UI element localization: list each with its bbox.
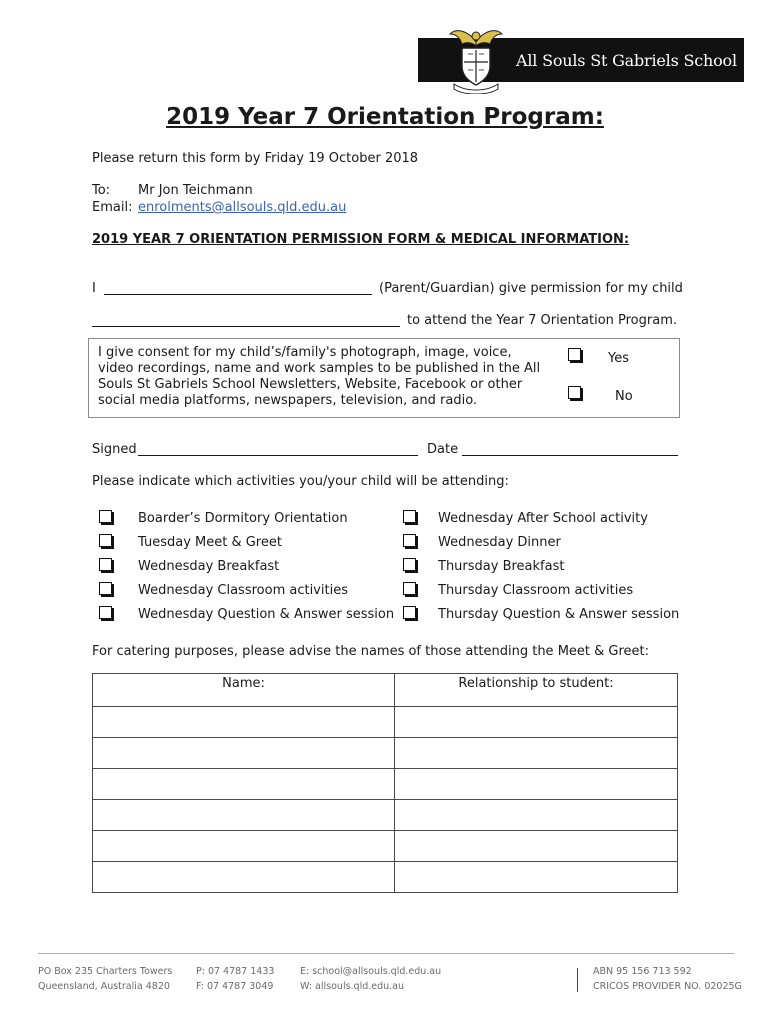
activity-label: Wednesday Classroom activities: [138, 583, 348, 598]
page-title: 2019 Year 7 Orientation Program:: [166, 104, 604, 130]
name-cell[interactable]: [93, 831, 395, 862]
activity-label: Wednesday Dinner: [438, 535, 561, 550]
name-cell[interactable]: [93, 738, 395, 769]
name-cell[interactable]: [93, 800, 395, 831]
activity-checkbox[interactable]: [403, 558, 416, 571]
activity-checkbox[interactable]: [403, 510, 416, 523]
footer-phone: P: 07 4787 1433: [196, 966, 275, 977]
email-link[interactable]: enrolments@allsouls.qld.edu.au: [138, 200, 347, 215]
parent-name-field[interactable]: [104, 294, 372, 295]
catering-prompt: For catering purposes, please advise the names of those attending the Meet & Greet:: [92, 644, 650, 659]
activity-label: Boarder’s Dormitory Orientation: [138, 511, 348, 526]
relationship-cell[interactable]: [395, 738, 678, 769]
table-row: [93, 707, 678, 738]
activity-checkbox[interactable]: [403, 606, 416, 619]
table-row: [93, 831, 678, 862]
footer-cricos: CRICOS PROVIDER NO. 02025G: [593, 981, 742, 992]
footer-web: W: allsouls.qld.edu.au: [300, 981, 405, 992]
column-header-relationship: Relationship to student:: [395, 674, 678, 707]
table-row: [93, 738, 678, 769]
school-name: All Souls St Gabriels School: [516, 51, 737, 70]
footer-email: E: school@allsouls.qld.edu.au: [300, 966, 442, 977]
signature-field[interactable]: [138, 455, 418, 456]
table-row: [93, 862, 678, 893]
signed-label: Signed: [92, 442, 137, 457]
consent-no-checkbox[interactable]: [568, 386, 581, 399]
date-field[interactable]: [462, 455, 678, 456]
section-heading: 2019 YEAR 7 ORIENTATION PERMISSION FORM & MEDICAL INFORMATION:: [92, 232, 630, 247]
relationship-cell[interactable]: [395, 862, 678, 893]
permission-line1-text: (Parent/Guardian) give permission for my child: [379, 281, 683, 296]
consent-text: I give consent for my child’s/family's photograph, image, voice, video recordings, name and work samples to be published in the All Souls St Gabriels School Newsletters, Website, Facebook or other social media platforms, newspapers, television, and radio.: [98, 345, 541, 408]
consent-yes-label: Yes: [608, 351, 629, 366]
column-header-name: Name:: [93, 674, 395, 707]
activity-label: Wednesday After School activity: [438, 511, 648, 526]
consent-no-label: No: [615, 389, 633, 404]
permission-line2-text: to attend the Year 7 Orientation Program.: [407, 313, 677, 328]
footer-vertical-divider: [577, 968, 578, 992]
footer-abn: ABN 95 156 713 592: [593, 966, 692, 977]
activities-prompt: Please indicate which activities you/your child will be attending:: [92, 474, 509, 489]
consent-yes-checkbox[interactable]: [568, 348, 581, 361]
activity-checkbox[interactable]: [403, 582, 416, 595]
activity-checkbox[interactable]: [99, 510, 112, 523]
activity-label: Thursday Question & Answer session: [438, 607, 680, 622]
table-row: [93, 800, 678, 831]
relationship-cell[interactable]: [395, 707, 678, 738]
activity-label: Tuesday Meet & Greet: [138, 535, 282, 550]
date-label: Date: [427, 442, 459, 457]
relationship-cell[interactable]: [395, 769, 678, 800]
activity-checkbox[interactable]: [99, 558, 112, 571]
name-cell[interactable]: [93, 707, 395, 738]
to-value: Mr Jon Teichmann: [138, 183, 253, 198]
permission-prefix: I: [92, 281, 96, 296]
activity-label: Thursday Classroom activities: [438, 583, 634, 598]
footer-address-line2: Queensland, Australia 4820: [38, 981, 170, 992]
activity-checkbox[interactable]: [403, 534, 416, 547]
catering-table: [92, 673, 678, 893]
child-name-field[interactable]: [92, 326, 400, 327]
activity-label: Wednesday Breakfast: [138, 559, 280, 574]
relationship-cell[interactable]: [395, 831, 678, 862]
footer-address-line1: PO Box 235 Charters Towers: [38, 966, 173, 977]
to-label: To:: [92, 183, 111, 198]
footer-divider-line: [38, 953, 734, 954]
name-cell[interactable]: [93, 862, 395, 893]
name-cell[interactable]: [93, 769, 395, 800]
school-crest-icon: [446, 22, 506, 94]
relationship-cell[interactable]: [395, 800, 678, 831]
footer-fax: F: 07 4787 3049: [196, 981, 274, 992]
email-label: Email:: [92, 200, 133, 215]
activity-label: Thursday Breakfast: [438, 559, 565, 574]
activity-label: Wednesday Question & Answer session: [138, 607, 395, 622]
activity-checkbox[interactable]: [99, 606, 112, 619]
activity-checkbox[interactable]: [99, 582, 112, 595]
activity-checkbox[interactable]: [99, 534, 112, 547]
return-note: Please return this form by Friday 19 October 2018: [92, 151, 419, 166]
table-header-row: [93, 674, 678, 707]
table-row: [93, 769, 678, 800]
